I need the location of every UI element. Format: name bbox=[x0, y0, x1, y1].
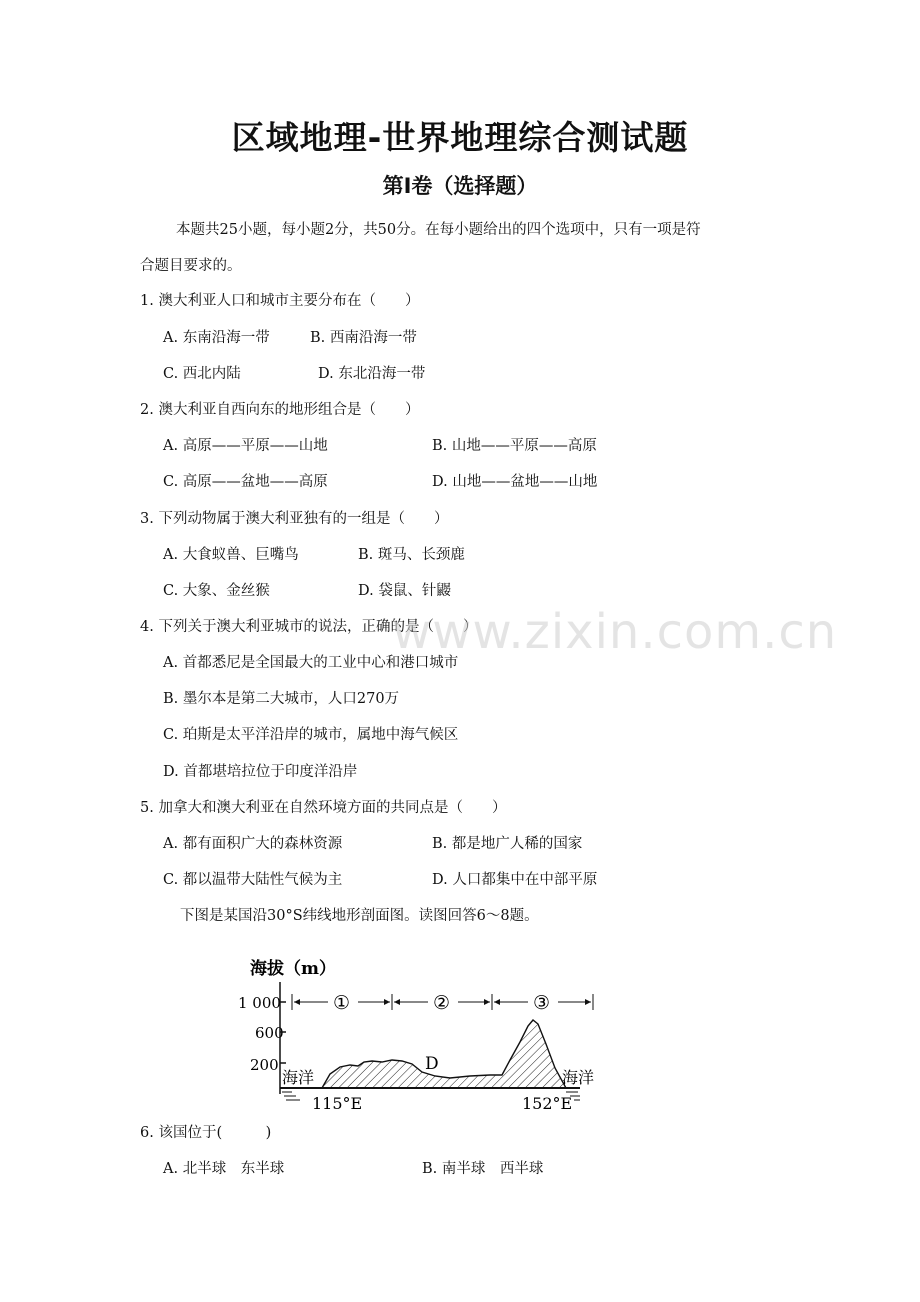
point-d-label: D bbox=[425, 1054, 439, 1074]
question-3-option-d[interactable]: D. 袋鼠、针鼹 bbox=[358, 583, 451, 599]
question-2: 2. 澳大利亚自西向东的地形组合是（ ） bbox=[140, 402, 420, 418]
question-3-option-c[interactable]: C. 大象、金丝猴 bbox=[163, 583, 270, 599]
question-2-option-c[interactable]: C. 高原——盆地——高原 bbox=[163, 474, 328, 490]
y-tick-600: 600 bbox=[255, 1024, 284, 1042]
question-1-option-b[interactable]: B. 西南沿海一带 bbox=[310, 330, 417, 346]
question-6: 6. 该国位于( ) bbox=[140, 1125, 272, 1141]
question-1-option-d[interactable]: D. 东北沿海一带 bbox=[318, 366, 426, 382]
question-4-option-c[interactable]: C. 珀斯是太平洋沿岸的城市，属地中海气候区 bbox=[163, 727, 459, 743]
question-5-option-a[interactable]: A. 都有面积广大的森林资源 bbox=[163, 836, 343, 852]
region-1-label: ① bbox=[333, 992, 351, 1014]
terrain-profile bbox=[322, 1020, 566, 1088]
question-3-option-a[interactable]: A. 大食蚁兽、巨嘴鸟 bbox=[163, 547, 299, 563]
section-title: 第Ⅰ卷（选择题） bbox=[382, 174, 538, 198]
ocean-left-label: 海洋 bbox=[282, 1068, 315, 1087]
question-6-option-b[interactable]: B. 南半球 西半球 bbox=[422, 1161, 544, 1177]
y-tick-1000: 1 000 bbox=[238, 994, 281, 1012]
watermark: www.zixin.com.cn bbox=[392, 604, 838, 660]
question-6-option-a[interactable]: A. 北半球 东半球 bbox=[163, 1161, 285, 1177]
question-3-option-b[interactable]: B. 斑马、长颈鹿 bbox=[358, 547, 465, 563]
question-4-option-a[interactable]: A. 首都悉尼是全国最大的工业中心和港口城市 bbox=[163, 655, 459, 671]
question-3: 3. 下列动物属于澳大利亚独有的一组是（ ） bbox=[140, 511, 449, 527]
question-4: 4. 下列关于澳大利亚城市的说法，正确的是（ ） bbox=[140, 619, 478, 635]
question-5-option-c[interactable]: C. 都以温带大陆性气候为主 bbox=[163, 872, 343, 888]
ocean-hatching-left bbox=[282, 1092, 300, 1100]
figure-intro: 下图是某国沿30°S纬线地形剖面图。读图回答6～8题。 bbox=[180, 908, 539, 924]
region-2-label: ② bbox=[433, 992, 451, 1014]
longitude-152e-label: 152°E bbox=[522, 1094, 573, 1113]
question-5-option-d[interactable]: D. 人口都集中在中部平原 bbox=[432, 872, 598, 888]
page-title: 区域地理-世界地理综合测试题 bbox=[231, 118, 689, 157]
question-2-option-b[interactable]: B. 山地——平原——高原 bbox=[432, 438, 597, 454]
region-3-label: ③ bbox=[533, 992, 551, 1014]
y-axis-label: 海拔（m） bbox=[250, 959, 336, 979]
question-5: 5. 加拿大和澳大利亚在自然环境方面的共同点是（ ） bbox=[140, 800, 507, 816]
ocean-right-label: 海洋 bbox=[562, 1068, 595, 1087]
question-1: 1. 澳大利亚人口和城市主要分布在（ ） bbox=[140, 293, 420, 309]
intro-text-continued: 合题目要求的。 bbox=[140, 258, 242, 274]
longitude-115e-label: 115°E bbox=[312, 1094, 363, 1113]
terrain-profile-figure bbox=[230, 950, 610, 1120]
question-5-option-b[interactable]: B. 都是地广人稀的国家 bbox=[432, 836, 583, 852]
question-2-option-d[interactable]: D. 山地——盆地——山地 bbox=[432, 474, 598, 490]
intro-text: 本题共25小题，每小题2分，共50分。在每小题给出的四个选项中，只有一项是符 bbox=[176, 222, 701, 238]
question-4-option-b[interactable]: B. 墨尔本是第二大城市，人口270万 bbox=[163, 691, 400, 707]
question-1-option-c[interactable]: C. 西北内陆 bbox=[163, 366, 241, 382]
question-4-option-d[interactable]: D. 首都堪培拉位于印度洋沿岸 bbox=[163, 764, 358, 780]
question-2-option-a[interactable]: A. 高原——平原——山地 bbox=[163, 438, 328, 454]
y-tick-200: 200 bbox=[250, 1056, 279, 1074]
question-1-option-a[interactable]: A. 东南沿海一带 bbox=[163, 330, 270, 346]
